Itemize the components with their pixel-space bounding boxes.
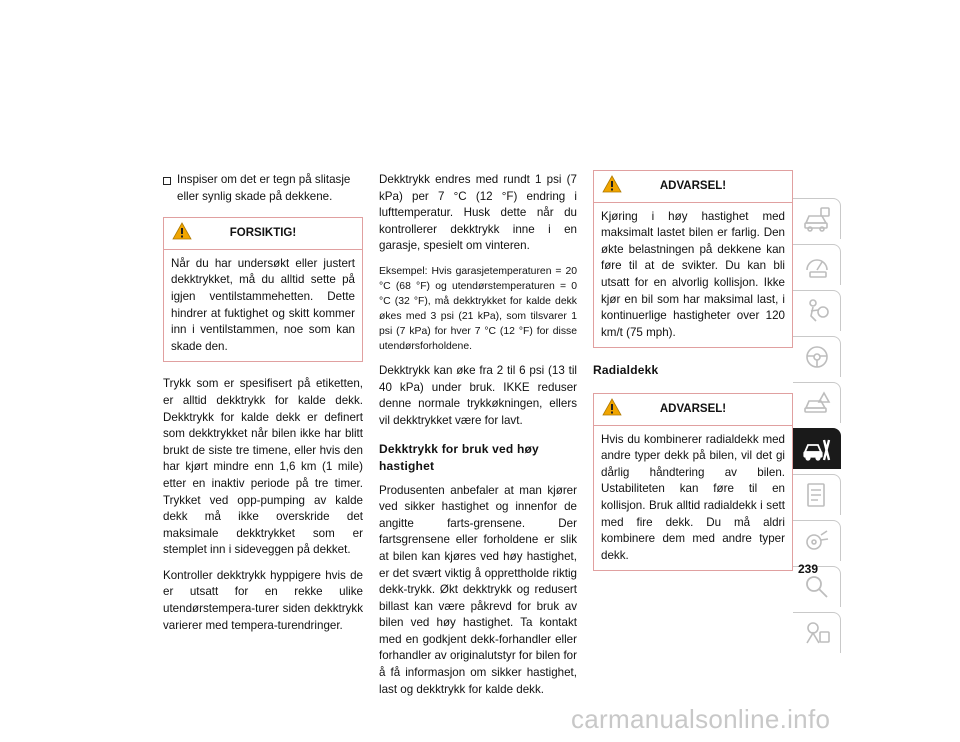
- paragraph: Produsenten anbefaler at man kjører ved sikker hastighet og innenfor de angitte farts-grensene. Der fartsgrensene eller forholdene er slik at bilen kan kjøres ved høy hastighet, er det svært viktig å opprettholde riktig dekk-trykk. Økt dekktrykk og redusert billast kan være påkrevd for bruk av bilen ved høy hastighet. Ta kontakt med en godkjent dekk-forhandler eller forhandler av originalutstyr for bilen for å få informasjon om sikker hastighet, last og dekktrykk for kalde dekk.: [379, 483, 577, 696]
- middle-column: [379, 172, 577, 707]
- airbag-safety-icon: [802, 296, 832, 326]
- tab-driving[interactable]: [793, 336, 841, 377]
- warning-title: ADVARSEL!: [659, 180, 727, 192]
- section-heading: Dekktrykk for bruk ved høy hastighet: [379, 442, 539, 473]
- warning-triangle-icon: [602, 398, 622, 416]
- tab-language[interactable]: [793, 612, 841, 653]
- page-number: 239: [798, 562, 819, 576]
- caution-title: FORSIKTIG!: [229, 227, 297, 240]
- language-icon: [802, 618, 832, 648]
- caution-header: [164, 218, 362, 250]
- bullet-square-icon: [163, 177, 171, 185]
- tab-service[interactable]: [793, 428, 841, 469]
- search-index-icon: [802, 572, 832, 602]
- right-column: [593, 170, 793, 585]
- section-heading: Radialdekk: [593, 363, 659, 378]
- warning-header: [594, 171, 792, 203]
- car-info-icon: [802, 204, 832, 234]
- dashboard-lights-icon: [802, 250, 832, 280]
- caution-text: Når du har undersøkt eller justert dekktrykket, må du alltid sette på igjen ventilstammehetten. Dette hindrer at fuktighet og skitt kommer inn i ventilstammen, noe som kan skade den.: [171, 256, 355, 353]
- emergency-car-icon: [802, 388, 832, 418]
- tab-dashboard[interactable]: [793, 244, 841, 285]
- paragraph: Dekktrykk kan øke fra 2 til 6 psi (13 til 40 kPa) under bruk. IKKE reduser denne normale trykkøkningen, ellers vil dekktrykket være for lavt.: [379, 363, 577, 427]
- car-service-tools-icon: [802, 434, 832, 464]
- checklist-specs-icon: [802, 480, 832, 510]
- warning-triangle-icon: [172, 222, 192, 240]
- warning-text: Hvis du kombinerer radialdekk med andre typer dekk på bilen, vil det gi dårlig håndtering av bilen. Ustabiliteten kan føre til en kollisjon. Bruk alltid radialdekk i sett med fire dekk. Du må aldri kombinere dem med andre typer dekk.: [601, 432, 785, 562]
- warning-box: [593, 170, 793, 348]
- tab-specifications[interactable]: [793, 474, 841, 515]
- bullet-item: [163, 172, 363, 205]
- warning-title: ADVARSEL!: [659, 402, 727, 415]
- warning-box: [593, 393, 793, 571]
- chapter-tabs: [793, 198, 841, 658]
- tab-safety[interactable]: [793, 290, 841, 331]
- paragraph: Dekktrykk endres med rundt 1 psi (7 kPa) per 7 °C (12 °F) endring i lufttemperatur. Husk dette når du kontrollerer dekktrykk inne i en garasje, spesielt om vinteren.: [379, 173, 577, 253]
- tab-car-info[interactable]: [793, 198, 841, 239]
- caution-box: [163, 217, 363, 362]
- bullet-text: Inspiser om det er tegn på slitasje eller synlig skade på dekkene.: [177, 173, 351, 203]
- tab-emergency[interactable]: [793, 382, 841, 423]
- warning-header: [594, 394, 792, 426]
- paragraph: Trykk som er spesifisert på etiketten, er alltid dekktrykk for kalde dekk. Dekktrykk for kalde dekk er definert som dekktrykket når bilen ikke har blitt brukt de siste tre timene, eller hvis den har kjørt mindre enn 1,6 km (1 mile) etter en inaktiv periode på tre timer. Trykket ved opp-pumping av kalde dekk må ikke overskride det maksimale dekktrykket som er stemplet inn i sideveggen på dekket.: [163, 377, 363, 557]
- watermark: carmanualsonline.info: [571, 704, 831, 734]
- warning-text: Kjøring i høy hastighet med maksimalt lastet bilen er farlig. Den økte belastningen på dekkene kan føre til at de svikter. Du kan bli utsatt for en alvorlig kollisjon. Ikke kjør en bil som har maksimal last, i kontinuerlige hastigheter over 120 km/t (75 mph).: [601, 209, 785, 339]
- steering-wheel-icon: [802, 342, 832, 372]
- example-note: Eksempel: Hvis garasjetemperaturen = 20 °C (68 °F) og utendørstemperaturen = 0 °C (32 °F), må dekktrykket for kalde dekk økes med 3 psi (21 kPa), som tilsvarer 1 psi (7 kPa) for hver 7 °C (12 °F) for disse utendørsforholdene.: [379, 265, 577, 352]
- left-column: [163, 172, 363, 643]
- multimedia-icon: [802, 526, 832, 556]
- paragraph: Kontroller dekktrykk hyppigere hvis de er utsatt for en rekke ulike utendørstempera-turer siden dekktrykk varierer med tempera-turendringer.: [163, 568, 363, 632]
- tab-multimedia[interactable]: [793, 520, 841, 561]
- warning-triangle-icon: [602, 175, 622, 193]
